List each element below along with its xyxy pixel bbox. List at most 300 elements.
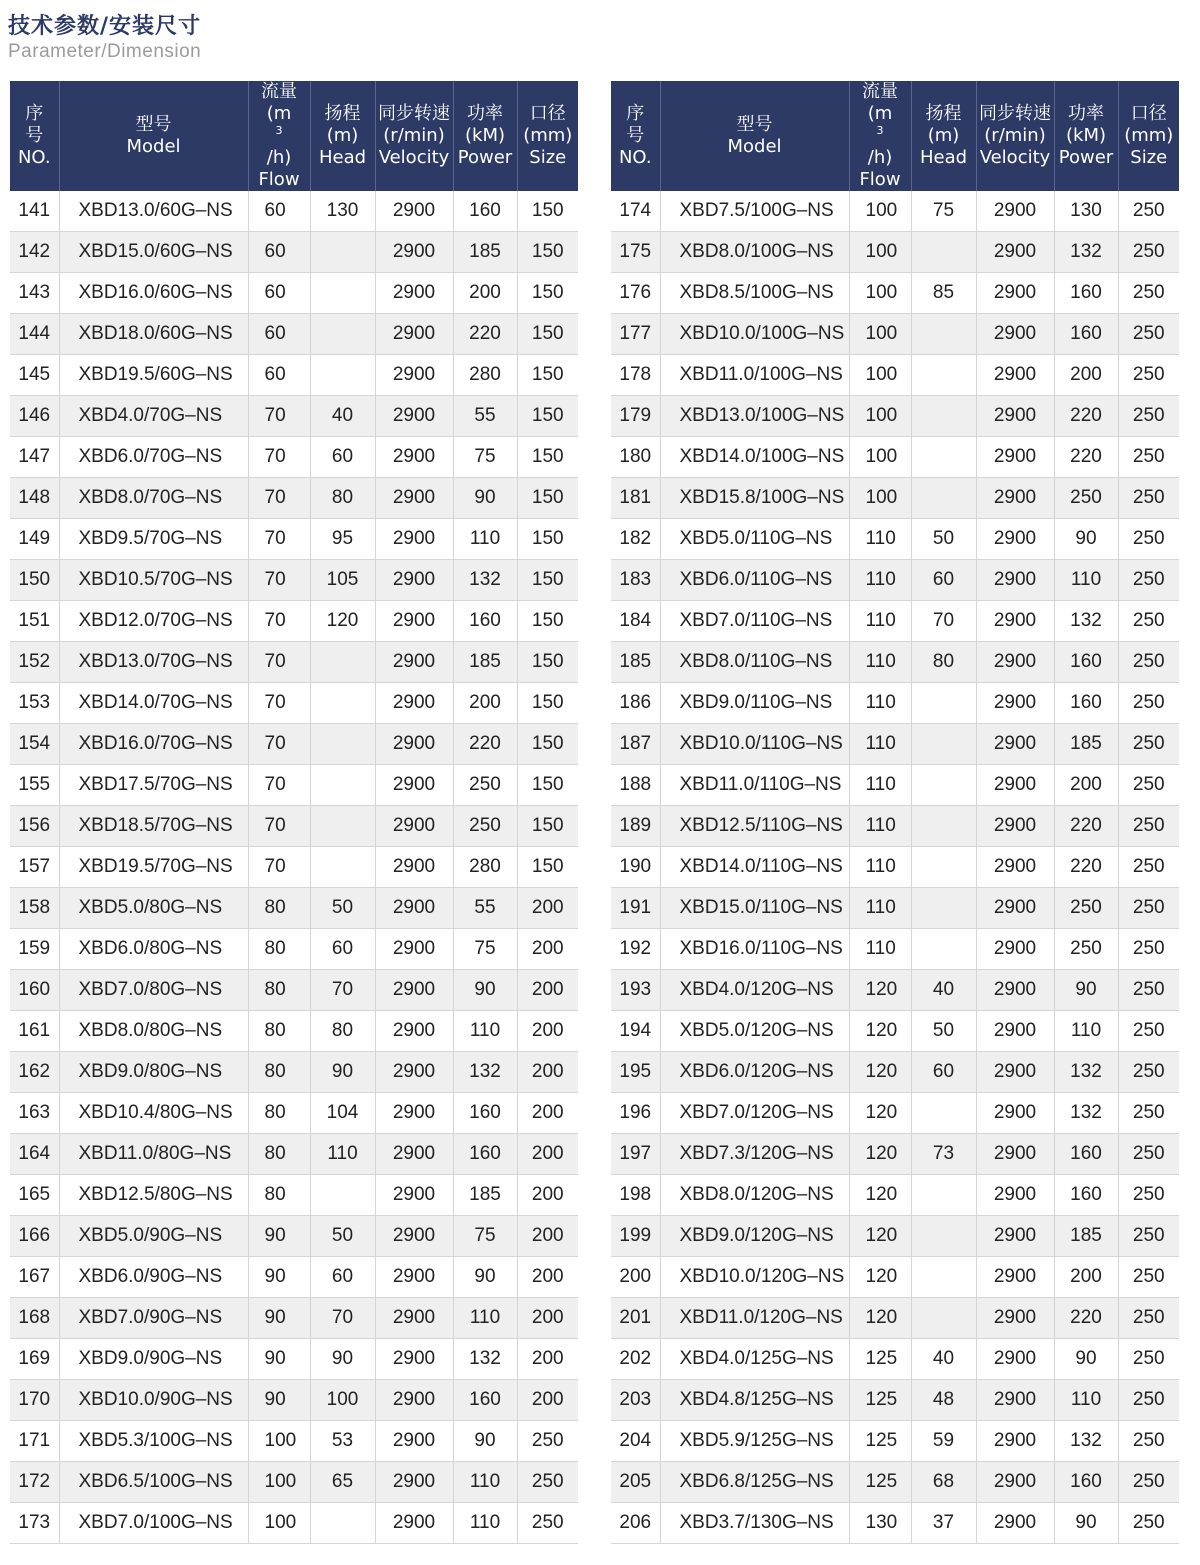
cell-no: 160 <box>10 970 59 1011</box>
cell-no: 185 <box>611 642 660 683</box>
cell-size: 150 <box>517 519 578 560</box>
cell-velocity: 2900 <box>976 1093 1054 1134</box>
cell-velocity: 2900 <box>375 355 453 396</box>
cell-velocity: 2900 <box>976 1462 1054 1503</box>
table-row <box>10 1052 578 1093</box>
cell-velocity: 2900 <box>976 929 1054 970</box>
cell-no: 166 <box>10 1216 59 1257</box>
cell-flow: 90 <box>248 1257 310 1298</box>
cell-model: XBD7.3/120G–NS <box>660 1134 849 1175</box>
cell-head <box>310 847 375 888</box>
table-row <box>10 191 578 232</box>
cell-size: 150 <box>517 806 578 847</box>
cell-model: XBD13.0/70G–NS <box>59 642 248 683</box>
table-row <box>10 601 578 642</box>
cell-model: XBD8.5/100G–NS <box>660 273 849 314</box>
cell-flow: 90 <box>248 1339 310 1380</box>
cell-power: 160 <box>1054 1175 1118 1216</box>
table-row <box>10 1257 578 1298</box>
cell-no: 169 <box>10 1339 59 1380</box>
cell-velocity: 2900 <box>976 560 1054 601</box>
cell-no: 147 <box>10 437 59 478</box>
cell-velocity: 2900 <box>375 519 453 560</box>
cell-model: XBD11.0/100G–NS <box>660 355 849 396</box>
cell-flow: 70 <box>248 765 310 806</box>
cell-no: 153 <box>10 683 59 724</box>
cell-size: 250 <box>1118 519 1179 560</box>
cell-power: 220 <box>1054 806 1118 847</box>
header-velocity: 同步转速 (r/min) Velocity <box>976 81 1054 191</box>
cell-power: 200 <box>453 683 517 724</box>
cell-no: 149 <box>10 519 59 560</box>
table-row <box>10 519 578 560</box>
cell-flow: 120 <box>849 1175 911 1216</box>
table-row <box>10 970 578 1011</box>
parameter-table-left <box>10 81 578 1544</box>
cell-flow: 70 <box>248 396 310 437</box>
cell-flow: 60 <box>248 191 310 232</box>
cell-flow: 100 <box>849 232 911 273</box>
cell-no: 152 <box>10 642 59 683</box>
cell-head: 75 <box>911 191 976 232</box>
cell-size: 250 <box>1118 929 1179 970</box>
cell-power: 220 <box>453 314 517 355</box>
cell-flow: 70 <box>248 519 310 560</box>
cell-velocity: 2900 <box>375 1093 453 1134</box>
header-size: 口径 (mm) Size <box>1118 81 1179 191</box>
cell-power: 220 <box>1054 437 1118 478</box>
cell-model: XBD9.5/70G–NS <box>59 519 248 560</box>
cell-model: XBD18.5/70G–NS <box>59 806 248 847</box>
cell-size: 200 <box>517 1298 578 1339</box>
cell-head: 70 <box>310 1298 375 1339</box>
cell-flow: 110 <box>849 560 911 601</box>
cell-flow: 120 <box>849 1298 911 1339</box>
cell-no: 200 <box>611 1257 660 1298</box>
cell-size: 250 <box>1118 1503 1179 1544</box>
cell-no: 201 <box>611 1298 660 1339</box>
cell-velocity: 2900 <box>375 232 453 273</box>
cell-size: 200 <box>517 1052 578 1093</box>
cell-size: 200 <box>517 1257 578 1298</box>
cell-power: 220 <box>1054 1298 1118 1339</box>
cell-head <box>911 1175 976 1216</box>
cell-power: 132 <box>453 1339 517 1380</box>
table-row <box>611 355 1179 396</box>
cell-head: 65 <box>310 1462 375 1503</box>
cell-size: 250 <box>1118 1216 1179 1257</box>
cell-head <box>911 396 976 437</box>
cell-velocity: 2900 <box>976 1257 1054 1298</box>
cell-power: 110 <box>1054 1011 1118 1052</box>
cell-model: XBD14.0/100G–NS <box>660 437 849 478</box>
cell-size: 250 <box>1118 273 1179 314</box>
cell-head <box>911 355 976 396</box>
cell-power: 200 <box>453 273 517 314</box>
cell-power: 132 <box>1054 601 1118 642</box>
cell-flow: 80 <box>248 970 310 1011</box>
cell-head: 120 <box>310 601 375 642</box>
cell-head: 90 <box>310 1052 375 1093</box>
cell-head <box>310 642 375 683</box>
cell-flow: 70 <box>248 642 310 683</box>
cell-no: 203 <box>611 1380 660 1421</box>
cell-flow: 110 <box>849 683 911 724</box>
table-row <box>10 1421 578 1462</box>
cell-head: 40 <box>911 970 976 1011</box>
cell-model: XBD4.0/125G–NS <box>660 1339 849 1380</box>
cell-no: 142 <box>10 232 59 273</box>
cell-power: 200 <box>1054 355 1118 396</box>
cell-no: 204 <box>611 1421 660 1462</box>
table-row <box>611 519 1179 560</box>
cell-size: 250 <box>1118 1093 1179 1134</box>
cell-head: 60 <box>310 1257 375 1298</box>
cell-size: 150 <box>517 724 578 765</box>
cell-power: 132 <box>1054 1052 1118 1093</box>
cell-model: XBD10.0/100G–NS <box>660 314 849 355</box>
table-row <box>10 1380 578 1421</box>
cell-size: 150 <box>517 560 578 601</box>
cell-flow: 100 <box>849 191 911 232</box>
cell-no: 180 <box>611 437 660 478</box>
cell-power: 185 <box>453 642 517 683</box>
cell-no: 168 <box>10 1298 59 1339</box>
cell-flow: 100 <box>248 1421 310 1462</box>
table-row <box>10 1093 578 1134</box>
cell-flow: 70 <box>248 806 310 847</box>
header-model: 型号 Model <box>660 81 849 191</box>
table-row <box>10 314 578 355</box>
cell-power: 55 <box>453 396 517 437</box>
cell-model: XBD16.0/60G–NS <box>59 273 248 314</box>
cell-no: 174 <box>611 191 660 232</box>
cell-power: 90 <box>1054 519 1118 560</box>
cell-power: 110 <box>453 519 517 560</box>
cell-flow: 130 <box>849 1503 911 1544</box>
cell-velocity: 2900 <box>375 478 453 519</box>
cell-power: 160 <box>1054 314 1118 355</box>
cell-velocity: 2900 <box>375 1134 453 1175</box>
cell-model: XBD10.0/120G–NS <box>660 1257 849 1298</box>
cell-head <box>911 1298 976 1339</box>
cell-power: 110 <box>1054 1380 1118 1421</box>
cell-velocity: 2900 <box>976 642 1054 683</box>
cell-velocity: 2900 <box>976 888 1054 929</box>
cell-size: 150 <box>517 478 578 519</box>
cell-flow: 110 <box>849 519 911 560</box>
cell-velocity: 2900 <box>375 396 453 437</box>
cell-head: 60 <box>911 1052 976 1093</box>
cell-no: 191 <box>611 888 660 929</box>
table-row <box>10 642 578 683</box>
cell-model: XBD5.9/125G–NS <box>660 1421 849 1462</box>
cell-no: 178 <box>611 355 660 396</box>
table-row <box>611 1093 1179 1134</box>
cell-head <box>911 314 976 355</box>
cell-flow: 125 <box>849 1380 911 1421</box>
cell-size: 250 <box>517 1462 578 1503</box>
cell-velocity: 2900 <box>976 1052 1054 1093</box>
cell-no: 159 <box>10 929 59 970</box>
cell-velocity: 2900 <box>976 1011 1054 1052</box>
cell-velocity: 2900 <box>976 273 1054 314</box>
cell-no: 194 <box>611 1011 660 1052</box>
cell-velocity: 2900 <box>375 1380 453 1421</box>
cell-flow: 80 <box>248 929 310 970</box>
cell-head: 50 <box>911 1011 976 1052</box>
header-no: 序 号 NO. <box>611 81 660 191</box>
table-row <box>611 683 1179 724</box>
cell-size: 150 <box>517 437 578 478</box>
table-row <box>10 724 578 765</box>
parameter-table-right <box>611 81 1179 1544</box>
cell-power: 160 <box>1054 683 1118 724</box>
table-row <box>611 847 1179 888</box>
cell-power: 160 <box>1054 642 1118 683</box>
table-row <box>611 806 1179 847</box>
cell-flow: 110 <box>849 888 911 929</box>
cell-model: XBD15.8/100G–NS <box>660 478 849 519</box>
cell-flow: 90 <box>248 1298 310 1339</box>
cell-velocity: 2900 <box>375 683 453 724</box>
cell-model: XBD14.0/70G–NS <box>59 683 248 724</box>
cell-flow: 100 <box>849 396 911 437</box>
cell-flow: 110 <box>849 765 911 806</box>
cell-model: XBD6.0/120G–NS <box>660 1052 849 1093</box>
cell-flow: 60 <box>248 314 310 355</box>
cell-no: 181 <box>611 478 660 519</box>
cell-no: 190 <box>611 847 660 888</box>
cell-flow: 120 <box>849 970 911 1011</box>
cell-size: 250 <box>1118 765 1179 806</box>
cell-model: XBD6.0/70G–NS <box>59 437 248 478</box>
cell-head: 130 <box>310 191 375 232</box>
cell-no: 183 <box>611 560 660 601</box>
cell-head <box>310 806 375 847</box>
cell-size: 250 <box>1118 1011 1179 1052</box>
cell-power: 160 <box>1054 1134 1118 1175</box>
cell-flow: 110 <box>849 806 911 847</box>
cell-model: XBD12.5/80G–NS <box>59 1175 248 1216</box>
cell-velocity: 2900 <box>375 191 453 232</box>
cell-velocity: 2900 <box>976 1503 1054 1544</box>
cell-model: XBD7.5/100G–NS <box>660 191 849 232</box>
cell-model: XBD13.0/100G–NS <box>660 396 849 437</box>
table-row <box>611 1134 1179 1175</box>
cell-flow: 70 <box>248 560 310 601</box>
cell-model: XBD7.0/110G–NS <box>660 601 849 642</box>
cell-model: XBD8.0/70G–NS <box>59 478 248 519</box>
cell-model: XBD9.0/110G–NS <box>660 683 849 724</box>
cell-model: XBD5.0/90G–NS <box>59 1216 248 1257</box>
cell-velocity: 2900 <box>976 806 1054 847</box>
cell-size: 250 <box>1118 847 1179 888</box>
cell-power: 75 <box>453 437 517 478</box>
cell-head: 40 <box>911 1339 976 1380</box>
cell-velocity: 2900 <box>976 970 1054 1011</box>
cell-head: 50 <box>310 888 375 929</box>
table-row <box>611 1380 1179 1421</box>
table-row <box>611 1298 1179 1339</box>
cell-size: 150 <box>517 191 578 232</box>
cell-power: 250 <box>453 806 517 847</box>
cell-size: 250 <box>1118 724 1179 765</box>
cell-no: 186 <box>611 683 660 724</box>
cell-size: 250 <box>1118 683 1179 724</box>
cell-no: 206 <box>611 1503 660 1544</box>
table-row <box>611 642 1179 683</box>
cell-size: 250 <box>517 1421 578 1462</box>
header-flow: 流量 (m $^3$ /h) Flow <box>248 81 310 191</box>
cell-head <box>310 724 375 765</box>
cell-velocity: 2900 <box>375 724 453 765</box>
header-power: 功率 (kM) Power <box>453 81 517 191</box>
cell-no: 157 <box>10 847 59 888</box>
cell-no: 195 <box>611 1052 660 1093</box>
cell-model: XBD10.5/70G–NS <box>59 560 248 601</box>
cell-no: 162 <box>10 1052 59 1093</box>
cell-flow: 100 <box>248 1462 310 1503</box>
cell-power: 110 <box>453 1462 517 1503</box>
cell-no: 154 <box>10 724 59 765</box>
cell-velocity: 2900 <box>375 929 453 970</box>
cell-size: 250 <box>1118 1421 1179 1462</box>
cell-flow: 60 <box>248 273 310 314</box>
cell-head: 68 <box>911 1462 976 1503</box>
cell-size: 200 <box>517 929 578 970</box>
cell-model: XBD11.0/80G–NS <box>59 1134 248 1175</box>
cell-size: 150 <box>517 396 578 437</box>
cell-size: 250 <box>1118 232 1179 273</box>
cell-size: 250 <box>1118 1134 1179 1175</box>
table-row <box>10 806 578 847</box>
cell-flow: 100 <box>849 273 911 314</box>
cell-flow: 110 <box>849 601 911 642</box>
cell-no: 188 <box>611 765 660 806</box>
header-head: 扬程 (m) Head <box>310 81 375 191</box>
cell-power: 132 <box>453 560 517 601</box>
cell-no: 182 <box>611 519 660 560</box>
cell-head: 70 <box>310 970 375 1011</box>
cell-size: 250 <box>517 1503 578 1544</box>
cell-no: 170 <box>10 1380 59 1421</box>
cell-power: 110 <box>453 1503 517 1544</box>
cell-model: XBD6.0/110G–NS <box>660 560 849 601</box>
cell-size: 250 <box>1118 1175 1179 1216</box>
cell-model: XBD10.4/80G–NS <box>59 1093 248 1134</box>
cell-velocity: 2900 <box>375 1175 453 1216</box>
cell-power: 160 <box>1054 1462 1118 1503</box>
cell-no: 165 <box>10 1175 59 1216</box>
cell-power: 160 <box>453 1093 517 1134</box>
cell-model: XBD17.5/70G–NS <box>59 765 248 806</box>
cell-flow: 80 <box>248 1011 310 1052</box>
cell-model: XBD15.0/60G–NS <box>59 232 248 273</box>
cell-head <box>911 1216 976 1257</box>
cell-model: XBD16.0/70G–NS <box>59 724 248 765</box>
cell-size: 250 <box>1118 601 1179 642</box>
table-row <box>611 396 1179 437</box>
cell-model: XBD6.5/100G–NS <box>59 1462 248 1503</box>
cell-no: 155 <box>10 765 59 806</box>
table-row <box>10 888 578 929</box>
cell-no: 145 <box>10 355 59 396</box>
cell-head: 105 <box>310 560 375 601</box>
cell-size: 200 <box>517 1380 578 1421</box>
cell-no: 196 <box>611 1093 660 1134</box>
cell-no: 163 <box>10 1093 59 1134</box>
cell-size: 200 <box>517 1093 578 1134</box>
cell-velocity: 2900 <box>375 601 453 642</box>
cell-size: 250 <box>1118 806 1179 847</box>
table-row <box>10 1175 578 1216</box>
cell-head <box>911 806 976 847</box>
cell-flow: 125 <box>849 1462 911 1503</box>
cell-power: 160 <box>1054 273 1118 314</box>
cell-velocity: 2900 <box>976 601 1054 642</box>
cell-head: 53 <box>310 1421 375 1462</box>
cell-power: 132 <box>1054 1093 1118 1134</box>
cell-no: 177 <box>611 314 660 355</box>
cell-velocity: 2900 <box>375 560 453 601</box>
cell-flow: 100 <box>849 478 911 519</box>
cell-flow: 90 <box>248 1216 310 1257</box>
cell-size: 150 <box>517 601 578 642</box>
cell-head <box>911 847 976 888</box>
table-row <box>611 1175 1179 1216</box>
cell-flow: 110 <box>849 847 911 888</box>
cell-power: 160 <box>453 601 517 642</box>
table-row <box>10 560 578 601</box>
cell-flow: 120 <box>849 1216 911 1257</box>
cell-head <box>310 1175 375 1216</box>
table-row <box>611 765 1179 806</box>
cell-size: 200 <box>517 1175 578 1216</box>
cell-velocity: 2900 <box>375 1011 453 1052</box>
cell-power: 75 <box>453 929 517 970</box>
cell-model: XBD8.0/80G–NS <box>59 1011 248 1052</box>
table-row <box>10 1134 578 1175</box>
cell-model: XBD19.5/60G–NS <box>59 355 248 396</box>
cell-flow: 110 <box>849 724 911 765</box>
cell-model: XBD10.0/90G–NS <box>59 1380 248 1421</box>
cell-head <box>310 1503 375 1544</box>
table-row <box>611 1421 1179 1462</box>
cell-size: 200 <box>517 1011 578 1052</box>
table-row <box>611 478 1179 519</box>
cell-no: 150 <box>10 560 59 601</box>
cell-no: 197 <box>611 1134 660 1175</box>
cell-size: 150 <box>517 847 578 888</box>
cell-flow: 70 <box>248 683 310 724</box>
cell-model: XBD5.0/110G–NS <box>660 519 849 560</box>
cell-size: 200 <box>517 970 578 1011</box>
cell-head <box>911 1093 976 1134</box>
cell-velocity: 2900 <box>375 765 453 806</box>
cell-head <box>310 355 375 396</box>
table-body-right <box>611 191 1179 1544</box>
table-row <box>10 929 578 970</box>
cell-head: 85 <box>911 273 976 314</box>
cell-head: 48 <box>911 1380 976 1421</box>
cell-no: 189 <box>611 806 660 847</box>
cell-size: 150 <box>517 765 578 806</box>
cell-power: 90 <box>453 478 517 519</box>
cell-head: 80 <box>911 642 976 683</box>
cell-no: 156 <box>10 806 59 847</box>
cell-head <box>310 232 375 273</box>
